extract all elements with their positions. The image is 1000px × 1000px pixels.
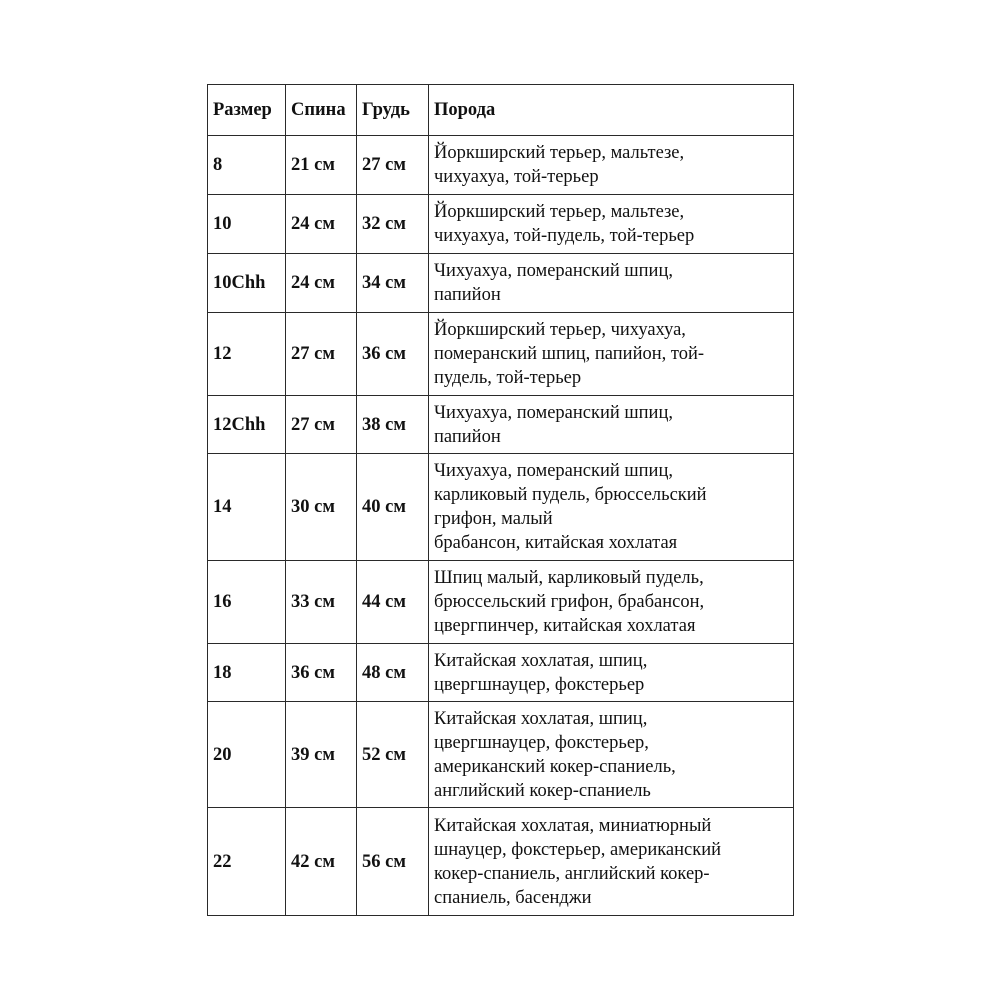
cell-breed — [429, 195, 794, 254]
cell-back: 24 см — [286, 195, 357, 254]
cell-breed — [429, 561, 794, 644]
cell-back: 30 см — [286, 454, 357, 561]
breed-line: Йоркширский терьер, мальтезе, — [434, 143, 685, 163]
cell-chest: 56 см — [357, 808, 429, 916]
table-header-row — [208, 85, 794, 136]
cell-chest: 32 см — [357, 195, 429, 254]
breed-line: Китайская хохлатая, шпиц, — [434, 708, 648, 729]
cell-size: 16 — [208, 561, 286, 644]
table-row — [208, 808, 794, 916]
breed-line: брюссельский грифон, брабансон, — [434, 592, 705, 612]
cell-chest: 34 см — [357, 254, 429, 313]
breed-line: карликовый пудель, брюссельский — [434, 485, 707, 505]
breed-line: Чихуахуа, померанский шпиц, — [434, 402, 673, 423]
breed-line: американский кокер-спаниель, — [434, 756, 676, 777]
cell-chest: 44 см — [357, 561, 429, 644]
cell-size: 10 — [208, 195, 286, 254]
breed-line: Йоркширский терьер, мальтезе, — [434, 202, 685, 222]
cell-size: 18 — [208, 644, 286, 702]
breed-line: Чихуахуа, померанский шпиц, — [434, 461, 673, 481]
cell-size: 8 — [208, 136, 286, 195]
cell-chest: 38 см — [357, 396, 429, 454]
header-breed: Порода — [429, 85, 794, 136]
cell-back: 36 см — [286, 644, 357, 702]
breed-line: цвергшнауцер, фокстерьер, — [434, 732, 649, 753]
cell-size: 14 — [208, 454, 286, 561]
breed-line: папийон — [434, 426, 501, 447]
header-size: Размер — [208, 85, 286, 136]
cell-back: 27 см — [286, 396, 357, 454]
cell-breed — [429, 313, 794, 396]
cell-back: 27 см — [286, 313, 357, 396]
breed-line: брабансон, китайская хохлатая — [434, 533, 678, 553]
cell-breed — [429, 136, 794, 195]
cell-size: 10Chh — [208, 254, 286, 313]
cell-size: 12 — [208, 313, 286, 396]
cell-size: 12Chh — [208, 396, 286, 454]
breed-line: кокер-спаниель, английский кокер- — [434, 863, 710, 884]
breed-line: цвергпинчер, китайская хохлатая — [434, 616, 696, 636]
cell-breed — [429, 644, 794, 702]
breed-line: Китайская хохлатая, шпиц, — [434, 650, 648, 671]
table-body — [208, 136, 794, 916]
breed-line: Шпиц малый, карликовый пудель, — [434, 568, 704, 588]
table-row — [208, 254, 794, 313]
breed-line: грифон, малый — [434, 509, 553, 529]
breed-line: спаниель, басенджи — [434, 887, 592, 908]
cell-back: 42 см — [286, 808, 357, 916]
breed-line: чихуахуа, той-терьер — [434, 167, 599, 187]
cell-breed — [429, 808, 794, 916]
breed-line: Китайская хохлатая, миниатюрный — [434, 815, 712, 836]
cell-breed — [429, 254, 794, 313]
table-row — [208, 195, 794, 254]
breed-line: Йоркширский терьер, чихуахуа, — [434, 320, 686, 340]
cell-chest: 40 см — [357, 454, 429, 561]
cell-size: 22 — [208, 808, 286, 916]
cell-chest: 27 см — [357, 136, 429, 195]
cell-back: 39 см — [286, 702, 357, 808]
breed-line: пудель, той-терьер — [434, 368, 582, 388]
table-row — [208, 136, 794, 195]
table-row — [208, 454, 794, 561]
breed-line: английский кокер-спаниель — [434, 780, 651, 801]
cell-chest: 52 см — [357, 702, 429, 808]
header-back: Спина — [286, 85, 357, 136]
cell-chest: 48 см — [357, 644, 429, 702]
cell-breed — [429, 454, 794, 561]
table-row — [208, 313, 794, 396]
table-row — [208, 561, 794, 644]
cell-chest: 36 см — [357, 313, 429, 396]
header-chest: Грудь — [357, 85, 429, 136]
cell-back: 33 см — [286, 561, 357, 644]
cell-breed — [429, 702, 794, 808]
table-row — [208, 644, 794, 702]
table-row — [208, 396, 794, 454]
cell-back: 21 см — [286, 136, 357, 195]
breed-line: шнауцер, фокстерьер, американский — [434, 839, 722, 860]
table-row — [208, 702, 794, 808]
breed-line: чихуахуа, той-пудель, той-терьер — [434, 226, 695, 246]
cell-breed — [429, 396, 794, 454]
breed-line: цвергшнауцер, фокстерьер — [434, 674, 645, 695]
breed-line: папийон — [434, 285, 501, 305]
cell-size: 20 — [208, 702, 286, 808]
breed-line: померанский шпиц, папийон, той- — [434, 344, 705, 364]
breed-line: Чихуахуа, померанский шпиц, — [434, 261, 673, 281]
cell-back: 24 см — [286, 254, 357, 313]
size-table — [207, 84, 794, 916]
